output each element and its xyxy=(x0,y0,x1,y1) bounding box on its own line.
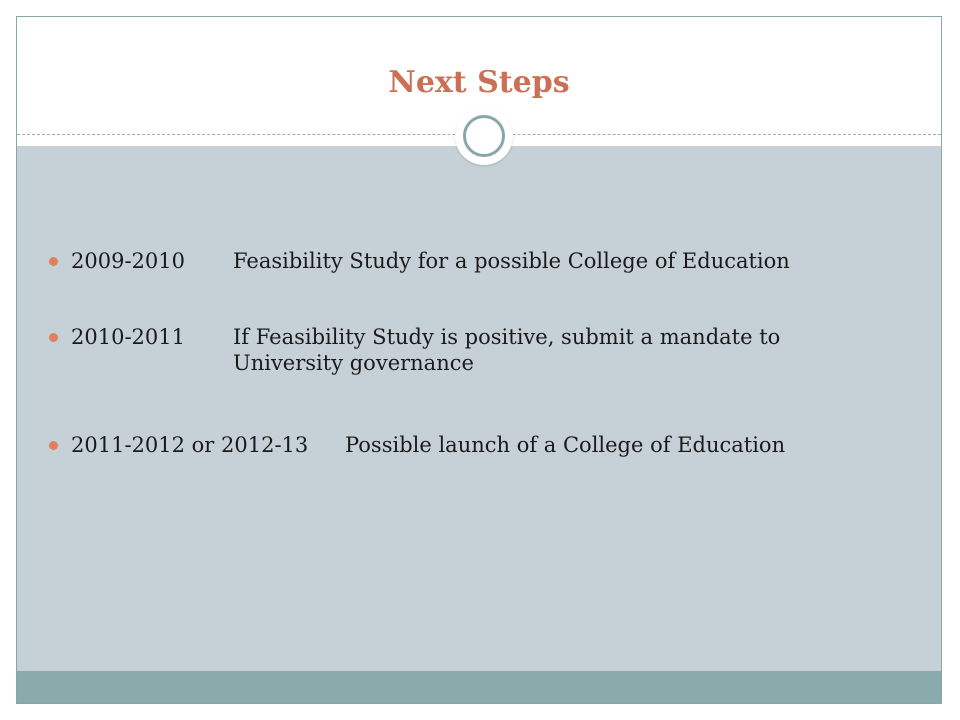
ring-icon xyxy=(463,115,505,157)
bullet-year: 2011-2012 or 2012-13 xyxy=(71,433,309,457)
bullet-dot-icon xyxy=(49,257,58,266)
bullet-dot-icon xyxy=(49,441,58,450)
bullet-item xyxy=(49,248,873,274)
bullet-text: Feasibility Study for a possible College of Education xyxy=(233,249,790,273)
bullet-item xyxy=(49,324,873,376)
circle-ornament-icon xyxy=(455,107,513,165)
slide-frame xyxy=(16,16,942,704)
bullet-year: 2010-2011 xyxy=(71,325,185,349)
bullet-text: If Feasibility Study is positive, submit a mandate to University governance xyxy=(233,325,781,375)
bullet-text: Possible launch of a College of Education xyxy=(345,433,786,457)
footer-band xyxy=(17,671,941,704)
content-area xyxy=(17,146,941,671)
bullet-year: 2009-2010 xyxy=(71,249,185,273)
slide-title: Next Steps xyxy=(388,65,570,100)
bullet-item xyxy=(49,432,905,458)
bullet-dot-icon xyxy=(49,333,58,342)
